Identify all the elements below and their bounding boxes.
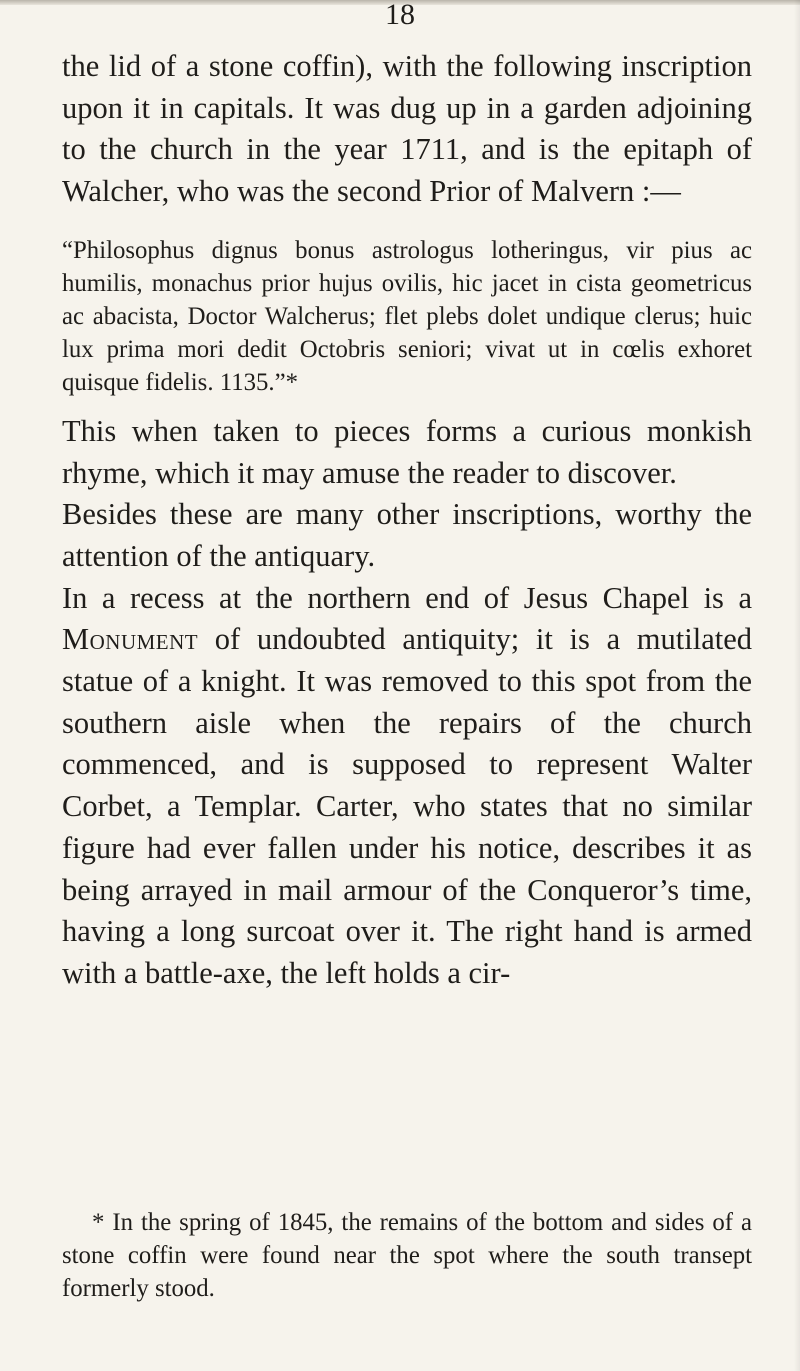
monument-smallcaps-term: Monument <box>62 622 199 657</box>
paragraph-monument-lead: In a recess at the northern end of Jesus Chapel is a <box>62 580 752 615</box>
footnote-text: In the spring of 1845, the remains of the bottom and sides of a stone coffin were found near the spot where the south transept formerly stood. <box>62 1208 752 1302</box>
page-right-edge <box>794 0 800 1371</box>
paragraph-other-inscriptions <box>62 494 752 577</box>
paragraph-monkish-rhyme <box>62 411 752 494</box>
paragraph-other-inscriptions-text: Besides these are many other inscriptions, worthy the attention of the antiquary. <box>62 497 752 573</box>
footnote <box>62 1206 752 1305</box>
latin-epitaph-quote: “Philosophus dignus bonus astrologus lotheringus, vir pius ac humilis, monachus prior hujus ovilis, hic jacet in cista geometricus ac abacista, Doctor Walcherus; flet plebs dolet undique clerus; huic lux prima mori dedit Octobris seniori; vivat ut in cœlis exhoret quisque fidelis. 1135.”* <box>62 236 752 396</box>
page-number: 18 <box>385 0 415 31</box>
footnote-mark: * <box>92 1208 105 1236</box>
paragraph-monkish-rhyme-text: This when taken to pieces forms a curious monkish rhyme, which it may amuse the reader to discover. <box>62 413 752 490</box>
paragraph-epitaph-intro: the lid of a stone coffin), with the following inscription upon it in capitals. It was dug up in a garden adjoining to the church in the year 1711, and is the epitaph of Walcher, who was the second Prior of Malvern :— <box>62 49 752 209</box>
paragraph-monument <box>62 578 752 995</box>
paragraph-monument-rest: of undoubted antiquity; it is a mutilated statue of a knight. It was removed to this spot from the southern aisle when the repairs of the church commenced, and is supposed to represent Walter Corbet, a Templar. Carter, who states that no similar figure had ever fallen under his notice, describes it as being arrayed in mail armour of the Conqueror’s time, having a long surcoat over it. The right hand is armed with a battle-axe, the left holds a cir- <box>62 622 752 990</box>
page-body <box>62 46 752 995</box>
